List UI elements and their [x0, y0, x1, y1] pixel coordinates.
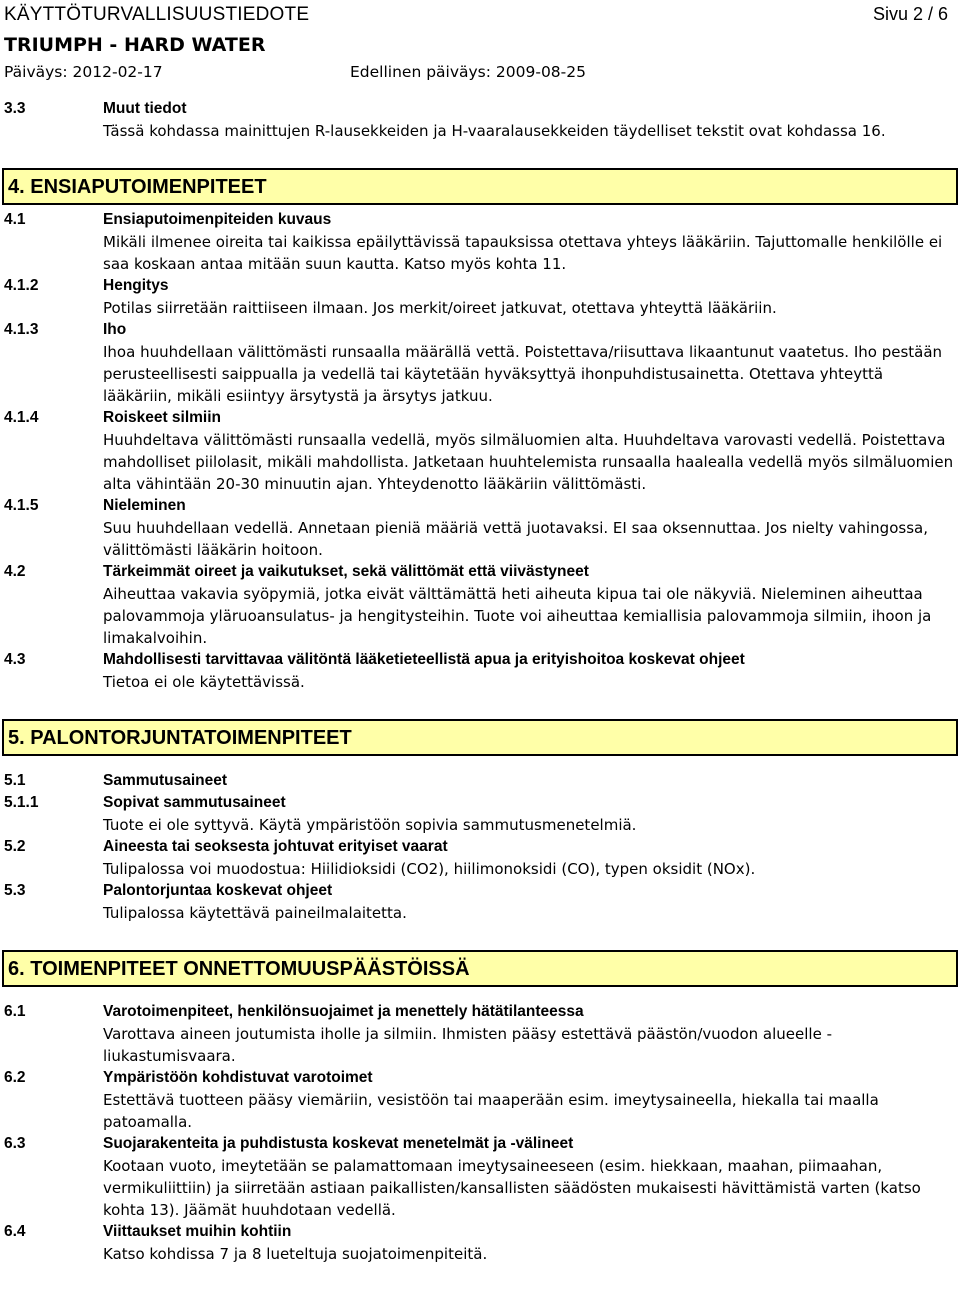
- subsection-text: Kootaan vuoto, imeytetään se palamattomaan imeytysaineeseen (esim. hiekkaan, maahan, piimaahan, vermikuliittiin) ja siirretään astiaan paikallisten/kansallisten säädösten mukaisesti hävittämistä varten (katso kohta 13). Jäämät huuhdotaan vedellä.: [103, 1157, 921, 1219]
- subsection-item: [0, 1067, 960, 1133]
- subsection-item: [0, 1221, 960, 1265]
- previous-date: Edellinen päiväys: 2009-08-25: [350, 63, 586, 81]
- subsection-title: Ensiaputoimenpiteiden kuvaus: [103, 211, 332, 228]
- subsection-title: Varotoimenpiteet, henkilönsuojaimet ja menettely hätätilanteessa: [103, 1003, 584, 1020]
- section-4-items: [0, 209, 960, 693]
- document-body: [0, 98, 960, 1265]
- subsection-title: Muut tiedot: [103, 100, 187, 117]
- subsection-text: Potilas siirretään raittiiseen ilmaan. Jos merkit/oireet jatkuvat, otettava yhteyttä lääkäriin.: [103, 299, 777, 317]
- subsection-title: Suojarakenteita ja puhdistusta koskevat menetelmät ja -välineet: [103, 1135, 574, 1152]
- subsection-text: Tulipalossa voi muodostua: Hiilidioksidi (CO2), hiilimonoksidi (CO), typen oksidit (NOx).: [103, 860, 756, 878]
- section-6-items: [0, 1001, 960, 1265]
- subsection-item: [0, 1133, 960, 1221]
- subsection-title: Hengitys: [103, 277, 169, 294]
- subsection-number: 4.1.5: [4, 497, 39, 514]
- subsection-item: [0, 880, 960, 924]
- subsection-number: 5.3: [4, 882, 26, 899]
- subsection-number: 4.1.3: [4, 321, 39, 338]
- subsection-text: Varottava aineen joutumista iholle ja silmiin. Ihmisten pääsy estettävä päästön/vuodon alueelle - liukastumisvaara.: [103, 1025, 832, 1065]
- revision-date: Päiväys: 2012-02-17: [4, 63, 163, 81]
- subsection-text: Suu huuhdellaan vedellä. Annetaan pieniä määriä vettä juotavaksi. EI saa oksennuttaa. Jos nielty vahingossa, välittömästi lääkärin hoitoon.: [103, 519, 928, 559]
- section-6-heading: 6. TOIMENPITEET ONNETTOMUUSPÄÄSTÖISSÄ: [2, 950, 958, 987]
- subsection-title: Palontorjuntaa koskevat ohjeet: [103, 882, 333, 899]
- page-number: Sivu 2 / 6: [872, 4, 948, 24]
- subsection-number: 6.3: [4, 1135, 26, 1152]
- subsection-text: Ihoa huuhdellaan välittömästi runsaalla määrällä vettä. Poistettava/riisuttava likaantunut vaatetus. Iho pestään perusteellisesti saippualla ja vedellä tai käytetään hyväksyttyä ihonpuhdistusainetta. Otettava yhteyttä lääkäriin, mikäli esiintyy ärsytystä ja ärsytys jatkuu.: [103, 343, 943, 405]
- subsection-title: Ympäristöön kohdistuvat varotoimet: [103, 1069, 373, 1086]
- subsection-item: [0, 209, 960, 275]
- subsection-title: Aineesta tai seoksesta johtuvat erityiset vaarat: [103, 838, 448, 855]
- subsection-text: Tuote ei ole syttyvä. Käytä ympäristöön sopivia sammutusmenetelmiä.: [103, 816, 637, 834]
- subsection-item: [0, 770, 960, 792]
- subsection-item: [0, 319, 960, 407]
- subsection-title: Roiskeet silmiin: [103, 409, 222, 426]
- subsection-text: Tulipalossa käytettävä paineilmalaitetta.: [103, 904, 407, 922]
- subsection-item: [0, 792, 960, 836]
- subsection-number: 6.2: [4, 1069, 26, 1086]
- section-4-heading: 4. ENSIAPUTOIMENPITEET: [2, 168, 958, 205]
- subsection-text: Estettävä tuotteen pääsy viemäriin, vesistöön tai maaperään esim. imeytysaineella, hiekalla tai maalla patoamalla.: [103, 1091, 879, 1131]
- subsection-3-3: [0, 98, 960, 142]
- document-title: KÄYTTÖTURVALLISUUSTIEDOTE: [4, 4, 310, 25]
- subsection-number: 5.1.1: [4, 794, 39, 811]
- subsection-number: 6.1: [4, 1003, 26, 1020]
- subsection-title: Viittaukset muihin kohtiin: [103, 1223, 292, 1240]
- subsection-number: 4.1.2: [4, 277, 39, 294]
- subsection-number: 3.3: [4, 100, 26, 117]
- subsection-number: 5.1: [4, 772, 26, 789]
- subsection-item: [0, 275, 960, 319]
- subsection-number: 6.4: [4, 1223, 26, 1240]
- subsection-number: 4.2: [4, 563, 26, 580]
- product-name: TRIUMPH - HARD WATER: [4, 34, 266, 56]
- subsection-item: [0, 1001, 960, 1067]
- subsection-title: Iho: [103, 321, 127, 338]
- subsection-item: [0, 836, 960, 880]
- subsection-text: Tietoa ei ole käytettävissä.: [103, 673, 305, 691]
- subsection-number: 4.3: [4, 651, 26, 668]
- subsection-text: Tässä kohdassa mainittujen R-lausekkeiden ja H-vaaralausekkeiden täydelliset tekstit ovat kohdassa 16.: [103, 122, 886, 140]
- subsection-title: Tärkeimmät oireet ja vaikutukset, sekä välittömät että viivästyneet: [103, 563, 589, 580]
- subsection-text: Aiheuttaa vakavia syöpymiä, jotka eivät välttämättä heti aiheuta kipua tai ole näkyviä. Nieleminen aiheuttaa palovammoja yläruoansulatus- ja hengitysteihin. Tuote voi aiheuttaa kemiallisia palovammoja silmiin, ihoon ja limakalvoihin.: [103, 585, 932, 647]
- subsection-title: Sopivat sammutusaineet: [103, 794, 286, 811]
- subsection-item: [0, 649, 960, 693]
- subsection-item: [0, 495, 960, 561]
- subsection-number: 4.1: [4, 211, 26, 228]
- subsection-text: Mikäli ilmenee oireita tai kaikissa epäilyttävissä tapauksissa otettava yhteys lääkäriin. Tajuttomalle henkilölle ei saa koskaan antaa mitään suun kautta. Katso myös kohta 11.: [103, 233, 943, 273]
- subsection-number: 5.2: [4, 838, 26, 855]
- subsection-text: Huuhdeltava välittömästi runsaalla vedellä, myös silmäluomien alta. Huuhdeltava varovasti vedellä. Poistettava mahdolliset piilolasit, mikäli mahdollista. Jatketaan huuhtelemista runsaalla haalealla vedellä myös silmäluomien alta vähintään 20-30 minuutin ajan. Yhteydenotto lääkäriin välittömästi.: [103, 431, 954, 493]
- subsection-title: Nieleminen: [103, 497, 186, 514]
- subsection-text: Katso kohdissa 7 ja 8 lueteltuja suojatoimenpiteitä.: [103, 1245, 488, 1263]
- section-5-items: [0, 770, 960, 924]
- subsection-item: [0, 407, 960, 495]
- subsection-number: 4.1.4: [4, 409, 39, 426]
- subsection-title: Mahdollisesti tarvittavaa välitöntä lääketieteellistä apua ja erityishoitoa koskevat ohjeet: [103, 651, 745, 668]
- subsection-title: Sammutusaineet: [103, 772, 228, 789]
- section-5-heading: 5. PALONTORJUNTATOIMENPITEET: [2, 719, 958, 756]
- subsection-item: [0, 561, 960, 649]
